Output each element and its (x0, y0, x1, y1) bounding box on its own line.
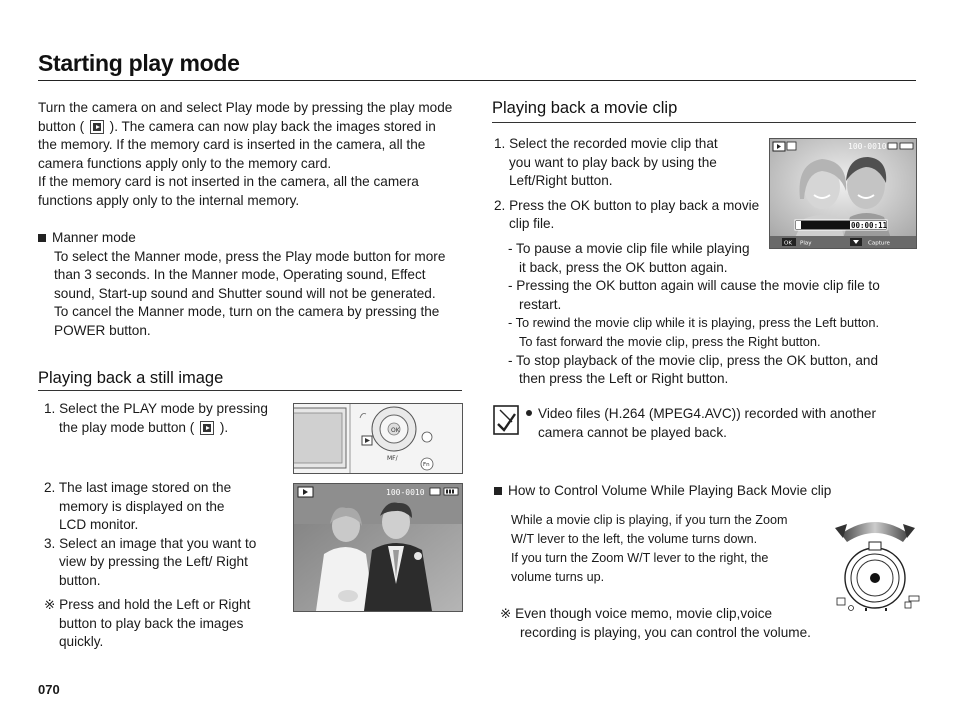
play-mode-icon (90, 120, 104, 134)
lcd-ok-label: OK (784, 240, 792, 247)
step-text-part: the play mode button ( (59, 419, 195, 435)
still-section-heading: Playing back a still image (38, 369, 224, 387)
sub-step-line: restart. (519, 296, 562, 312)
title-divider (38, 80, 916, 81)
note-line: camera cannot be played back. (538, 424, 727, 440)
still-note (44, 596, 284, 652)
movie-steps (494, 135, 769, 234)
note-text (538, 405, 908, 442)
manner-line: than 3 seconds. In the Manner mode, Operating sound, Effect (54, 267, 426, 283)
step-line: you want to play back by using the (509, 154, 717, 170)
volume-text (511, 511, 811, 587)
volume-line: W/T lever to the left, the volume turns down. (511, 532, 758, 546)
note-line: ※ Press and hold the Left or Right (44, 597, 251, 612)
lcd-file-number: 100-0010 (386, 488, 425, 497)
manner-line: sound, Start-up sound and Shutter sound will not be generated. (54, 285, 436, 301)
lcd-play-label: Play (800, 240, 812, 247)
intro-line: camera functions apply only to the memory card. (38, 155, 332, 171)
intro-line (38, 118, 468, 137)
intro-line: functions apply only to the internal memory. (38, 192, 300, 208)
manner-line: POWER button. (54, 322, 151, 338)
intro-text-part: button ( (38, 118, 85, 134)
movie-sub-steps (508, 240, 908, 389)
step-line: clip file. (509, 216, 555, 232)
step-line: button. (59, 572, 101, 588)
sub-step-line: it back, press the OK button again. (519, 259, 728, 275)
still-image-lcd-screen (293, 483, 463, 612)
still-step1 (44, 400, 284, 437)
lcd-file-number: 100-0010 (848, 142, 887, 151)
svg-text:OK: OK (391, 427, 400, 434)
manner-mode-section (38, 229, 468, 341)
movie-section-heading: Playing back a movie clip (492, 99, 678, 117)
step-line: 1. Select the recorded movie clip that (494, 136, 718, 151)
note-line: quickly. (59, 634, 104, 650)
step-line: view by pressing the Left/ Right (59, 554, 248, 570)
sub-step-line: - To pause a movie clip file while playing (508, 241, 750, 256)
sub-step-line: - To rewind the movie clip while it is playing, press the Left button. (508, 315, 880, 331)
volume-note (500, 605, 910, 642)
svg-text:Fn: Fn (423, 462, 430, 468)
note-line: ※ Even though voice memo, movie clip,voice (500, 606, 773, 621)
step-line: 1. Select the PLAY mode by pressing (44, 401, 268, 416)
sub-step-line: - Pressing the OK button again will cause the movie clip file to (508, 278, 880, 294)
note-line-text: Video files (H.264 (MPEG4.AVC)) recorded with another (538, 406, 876, 421)
page-number: 070 (38, 682, 60, 697)
sub-step-line: - To stop playback of the movie clip, press the OK button, and (508, 352, 879, 368)
wedding-photo (294, 484, 462, 611)
volume-line: While a movie clip is playing, if you turn the Zoom (511, 513, 788, 527)
camera-back-drawing (294, 404, 462, 473)
volume-heading (494, 482, 914, 501)
camera-back-illustration (293, 403, 463, 474)
movie-lcd-screen (769, 138, 917, 249)
intro-text-part: ). The camera can now play back the images stored in (109, 118, 436, 134)
step-line: memory is displayed on the (59, 498, 225, 514)
zoom-lever-illustration (833, 512, 921, 612)
volume-line: If you turn the Zoom W/T lever to the right, the (511, 551, 769, 565)
square-bullet-icon (494, 487, 502, 495)
play-mode-icon (200, 421, 214, 435)
intro-line: the memory. If the memory card is inserted in the camera, all the (38, 137, 426, 153)
sub-step-line: To fast forward the movie clip, press the Right button. (519, 333, 821, 349)
sub-step-line: then press the Left or Right button. (519, 371, 729, 387)
manner-line: To cancel the Manner mode, turn on the camera by pressing the (54, 304, 440, 320)
page-title: Starting play mode (38, 50, 240, 76)
step-line: 2. The last image stored on the (44, 480, 232, 495)
lcd-time: 00:00:11 (851, 221, 888, 230)
step-line: Left/Right button. (509, 173, 613, 189)
intro-line: If the memory card is not inserted in the camera, all the camera (38, 174, 419, 190)
intro-line: Turn the camera on and select Play mode by pressing the play mode (38, 100, 453, 115)
volume-line: volume turns up. (511, 570, 605, 584)
volume-heading-text: How to Control Volume While Playing Back Movie clip (508, 483, 832, 498)
note-line (538, 405, 908, 424)
manner-line: To select the Manner mode, press the Play mode button for more (54, 248, 446, 264)
step-line: 2. Press the OK button to play back a movie (494, 197, 760, 213)
step-line: LCD monitor. (59, 517, 139, 533)
manner-heading (38, 229, 468, 248)
intro-text (38, 99, 468, 211)
square-bullet-icon (38, 234, 46, 242)
still-steps-2-3 (44, 479, 284, 591)
step-line (44, 419, 284, 438)
movie-section-divider (492, 122, 916, 123)
dial-label: MF/ (387, 455, 398, 462)
bullet-icon (526, 410, 532, 416)
couple-photo (770, 139, 916, 248)
note-line: button to play back the images (59, 615, 244, 631)
step-line: 3. Select an image that you want to (44, 535, 257, 551)
lcd-capture-label: Capture (868, 240, 890, 247)
manner-heading-text: Manner mode (52, 230, 136, 245)
step-text-part: ). (219, 419, 229, 435)
note-line: recording is playing, you can control the volume. (520, 624, 811, 640)
still-section-divider (38, 390, 462, 391)
note-icon (492, 404, 522, 436)
